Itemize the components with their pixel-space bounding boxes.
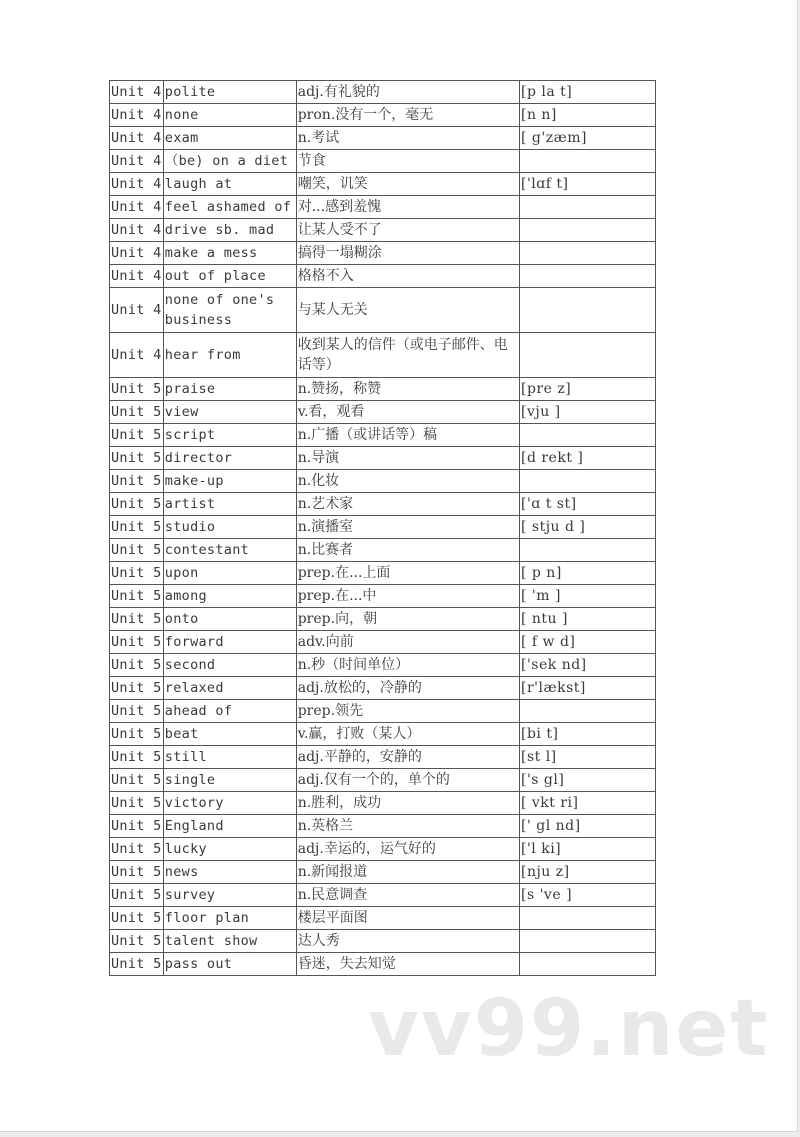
unit-cell: Unit 5 (110, 447, 164, 470)
phonetic-cell (519, 219, 655, 242)
word-cell: among (163, 585, 296, 608)
vocab-row (110, 196, 656, 219)
word-cell: feel ashamed of (163, 196, 296, 219)
vocab-row (110, 677, 656, 700)
vocab-row (110, 953, 656, 976)
meaning-cell: n.导演 (296, 447, 519, 470)
phonetic-cell: [s 've ] (519, 884, 655, 907)
phonetic-cell (519, 930, 655, 953)
meaning-cell: n.比赛者 (296, 539, 519, 562)
word-cell: out of place (163, 265, 296, 288)
vocab-row (110, 378, 656, 401)
word-cell: ahead of (163, 700, 296, 723)
phonetic-cell: [ 'm ] (519, 585, 655, 608)
table-cutoff (100, 1014, 700, 1024)
vocab-row (110, 539, 656, 562)
vocab-row (110, 81, 656, 104)
phonetic-cell: [st l] (519, 746, 655, 769)
word-cell: England (163, 815, 296, 838)
word-cell: （be) on a diet (163, 150, 296, 173)
meaning-cell: 收到某人的信件（或电子邮件、电话等） (296, 333, 519, 378)
phonetic-cell: [ f w d] (519, 631, 655, 654)
vocab-row (110, 219, 656, 242)
unit-cell: Unit 5 (110, 562, 164, 585)
phonetic-cell (519, 288, 655, 333)
unit-cell: Unit 5 (110, 470, 164, 493)
unit-cell: Unit 5 (110, 792, 164, 815)
phonetic-cell (519, 265, 655, 288)
word-cell: exam (163, 127, 296, 150)
word-cell: upon (163, 562, 296, 585)
meaning-cell: n.考试 (296, 127, 519, 150)
word-cell: news (163, 861, 296, 884)
meaning-cell: n.演播室 (296, 516, 519, 539)
meaning-cell: pron.没有一个，毫无 (296, 104, 519, 127)
word-cell: talent show (163, 930, 296, 953)
meaning-cell: v.赢，打败（某人） (296, 723, 519, 746)
meaning-cell: adv.向前 (296, 631, 519, 654)
word-cell: lucky (163, 838, 296, 861)
unit-cell: Unit 5 (110, 677, 164, 700)
unit-cell: Unit 4 (110, 333, 164, 378)
phonetic-cell: ['s gl] (519, 769, 655, 792)
meaning-cell: n.赞扬，称赞 (296, 378, 519, 401)
meaning-cell: 昏迷，失去知觉 (296, 953, 519, 976)
vocab-row (110, 562, 656, 585)
vocab-row (110, 861, 656, 884)
word-cell: polite (163, 81, 296, 104)
vocab-row (110, 700, 656, 723)
unit-cell: Unit 5 (110, 539, 164, 562)
word-cell: praise (163, 378, 296, 401)
vocabulary-table (109, 80, 656, 976)
word-cell: drive sb. mad (163, 219, 296, 242)
meaning-cell: prep.向，朝 (296, 608, 519, 631)
word-cell: none of one's business (163, 288, 296, 333)
vocab-row (110, 654, 656, 677)
phonetic-cell (519, 333, 655, 378)
unit-cell: Unit 5 (110, 654, 164, 677)
phonetic-cell: [p la t] (519, 81, 655, 104)
meaning-cell: 达人秀 (296, 930, 519, 953)
phonetic-cell (519, 196, 655, 219)
phonetic-cell: [r'lækst] (519, 677, 655, 700)
word-cell: view (163, 401, 296, 424)
unit-cell: Unit 5 (110, 424, 164, 447)
vocab-row (110, 723, 656, 746)
vocab-row (110, 127, 656, 150)
unit-cell: Unit 5 (110, 838, 164, 861)
vocab-row (110, 792, 656, 815)
phonetic-cell: [nju z] (519, 861, 655, 884)
word-cell: forward (163, 631, 296, 654)
phonetic-cell: [ ntu ] (519, 608, 655, 631)
unit-cell: Unit 5 (110, 815, 164, 838)
vocab-row (110, 585, 656, 608)
unit-cell: Unit 4 (110, 265, 164, 288)
phonetic-cell: [vju ] (519, 401, 655, 424)
word-cell: hear from (163, 333, 296, 378)
unit-cell: Unit 5 (110, 493, 164, 516)
word-cell: none (163, 104, 296, 127)
meaning-cell: 嘲笑，讥笑 (296, 173, 519, 196)
phonetic-cell: [ p n] (519, 562, 655, 585)
meaning-cell: adj.幸运的，运气好的 (296, 838, 519, 861)
word-cell: survey (163, 884, 296, 907)
unit-cell: Unit 4 (110, 242, 164, 265)
vocab-row (110, 173, 656, 196)
phonetic-cell: [pre z] (519, 378, 655, 401)
meaning-cell: prep.在...上面 (296, 562, 519, 585)
phonetic-cell (519, 150, 655, 173)
phonetic-cell: ['sek nd] (519, 654, 655, 677)
word-cell: director (163, 447, 296, 470)
vocab-row (110, 470, 656, 493)
unit-cell: Unit 5 (110, 861, 164, 884)
word-cell: single (163, 769, 296, 792)
unit-cell: Unit 5 (110, 769, 164, 792)
vocab-row (110, 907, 656, 930)
unit-cell: Unit 5 (110, 378, 164, 401)
vocab-row (110, 104, 656, 127)
phonetic-cell (519, 470, 655, 493)
word-cell: pass out (163, 953, 296, 976)
meaning-cell: 让某人受不了 (296, 219, 519, 242)
meaning-cell: 节食 (296, 150, 519, 173)
unit-cell: Unit 4 (110, 150, 164, 173)
word-cell: make a mess (163, 242, 296, 265)
word-cell: artist (163, 493, 296, 516)
phonetic-cell: [n n] (519, 104, 655, 127)
phonetic-cell (519, 953, 655, 976)
meaning-cell: 格格不入 (296, 265, 519, 288)
vocab-row (110, 242, 656, 265)
word-cell: script (163, 424, 296, 447)
unit-cell: Unit 5 (110, 723, 164, 746)
unit-cell: Unit 5 (110, 930, 164, 953)
unit-cell: Unit 4 (110, 288, 164, 333)
vocabulary-table-body (110, 81, 656, 976)
unit-cell: Unit 5 (110, 884, 164, 907)
unit-cell: Unit 5 (110, 608, 164, 631)
vocab-row (110, 815, 656, 838)
word-cell: victory (163, 792, 296, 815)
unit-cell: Unit 4 (110, 196, 164, 219)
meaning-cell: 楼层平面图 (296, 907, 519, 930)
phonetic-cell (519, 700, 655, 723)
word-cell: make-up (163, 470, 296, 493)
vocab-row (110, 746, 656, 769)
unit-cell: Unit 5 (110, 631, 164, 654)
unit-cell: Unit 4 (110, 104, 164, 127)
phonetic-cell: [ vkt ri] (519, 792, 655, 815)
phonetic-cell (519, 539, 655, 562)
word-cell: onto (163, 608, 296, 631)
unit-cell: Unit 5 (110, 585, 164, 608)
unit-cell: Unit 4 (110, 81, 164, 104)
phonetic-cell: [ stju d ] (519, 516, 655, 539)
vocab-row (110, 288, 656, 333)
word-cell: floor plan (163, 907, 296, 930)
word-cell: second (163, 654, 296, 677)
meaning-cell: n.化妆 (296, 470, 519, 493)
unit-cell: Unit 5 (110, 700, 164, 723)
meaning-cell: v.看，观看 (296, 401, 519, 424)
unit-cell: Unit 5 (110, 953, 164, 976)
phonetic-cell: ['ɑ t st] (519, 493, 655, 516)
phonetic-cell: ['l ki] (519, 838, 655, 861)
meaning-cell: n.胜利，成功 (296, 792, 519, 815)
word-cell: laugh at (163, 173, 296, 196)
meaning-cell: prep.领先 (296, 700, 519, 723)
meaning-cell: n.新闻报道 (296, 861, 519, 884)
vocab-row (110, 769, 656, 792)
word-cell: studio (163, 516, 296, 539)
unit-cell: Unit 4 (110, 219, 164, 242)
vocab-row (110, 150, 656, 173)
phonetic-cell (519, 242, 655, 265)
word-cell: contestant (163, 539, 296, 562)
vocab-row (110, 401, 656, 424)
vocab-row (110, 493, 656, 516)
phonetic-cell: [d rekt ] (519, 447, 655, 470)
phonetic-cell: [ g'zæm] (519, 127, 655, 150)
vocab-row (110, 424, 656, 447)
vocab-row (110, 265, 656, 288)
meaning-cell: 对...感到羞愧 (296, 196, 519, 219)
meaning-cell: n.秒（时间单位） (296, 654, 519, 677)
watermark: vv99.net (368, 984, 770, 1074)
vocab-row (110, 608, 656, 631)
unit-cell: Unit 5 (110, 401, 164, 424)
vocab-row (110, 447, 656, 470)
phonetic-cell: ['lɑf t] (519, 173, 655, 196)
unit-cell: Unit 4 (110, 173, 164, 196)
vocab-row (110, 930, 656, 953)
meaning-cell: adj.放松的，冷静的 (296, 677, 519, 700)
meaning-cell: n.民意调查 (296, 884, 519, 907)
vocab-row (110, 516, 656, 539)
meaning-cell: prep.在...中 (296, 585, 519, 608)
vocab-row (110, 631, 656, 654)
word-cell: beat (163, 723, 296, 746)
meaning-cell: adj.平静的，安静的 (296, 746, 519, 769)
phonetic-cell: [bi t] (519, 723, 655, 746)
word-cell: still (163, 746, 296, 769)
meaning-cell: n.英格兰 (296, 815, 519, 838)
meaning-cell: 搞得一塌糊涂 (296, 242, 519, 265)
vocab-row (110, 838, 656, 861)
meaning-cell: n.广播（或讲话等）稿 (296, 424, 519, 447)
meaning-cell: 与某人无关 (296, 288, 519, 333)
meaning-cell: adj.有礼貌的 (296, 81, 519, 104)
phonetic-cell (519, 907, 655, 930)
unit-cell: Unit 5 (110, 746, 164, 769)
word-cell: relaxed (163, 677, 296, 700)
meaning-cell: adj.仅有一个的，单个的 (296, 769, 519, 792)
phonetic-cell (519, 424, 655, 447)
unit-cell: Unit 5 (110, 516, 164, 539)
vocab-row (110, 884, 656, 907)
vocab-row (110, 333, 656, 378)
phonetic-cell: [' gl nd] (519, 815, 655, 838)
unit-cell: Unit 4 (110, 127, 164, 150)
unit-cell: Unit 5 (110, 907, 164, 930)
meaning-cell: n.艺术家 (296, 493, 519, 516)
